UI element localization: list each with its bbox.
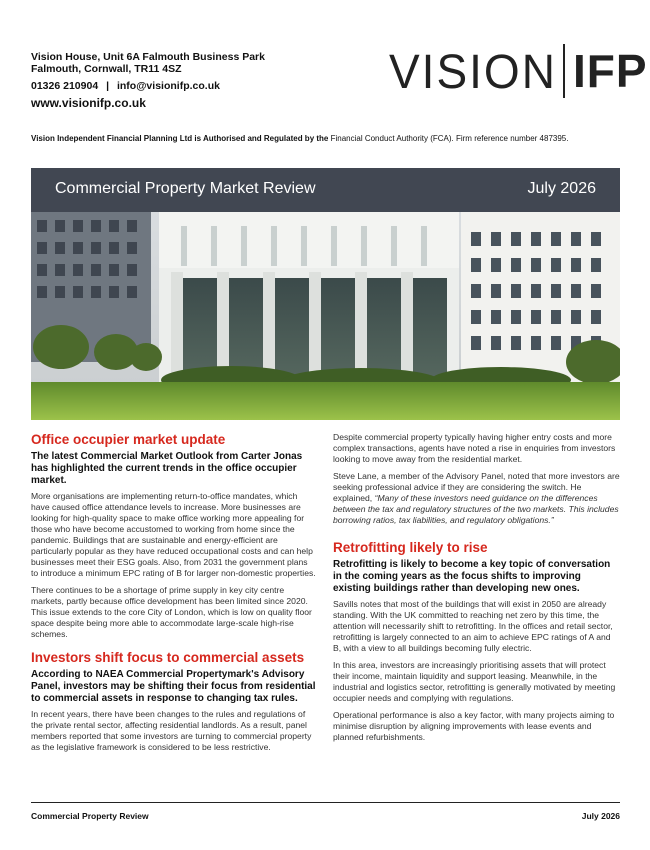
logo-divider [563,44,565,98]
lead-office-update: The latest Commercial Market Outlook from Carter Jonas has highlighted the current trends in the office occupier market. [31,451,303,486]
right-column [333,432,621,743]
heading-office-update: Office occupier market update [31,432,226,447]
quote-lead-in: Steve Lane, a member of the Advisory Panel, noted that more investors are seeking professional advice if they are considering the switch. He explained, [333,471,620,503]
regulatory-normal: Financial Conduct Authority (FCA). Firm reference number 487395. [330,134,569,143]
hero-photo [31,212,620,420]
heading-retrofitting: Retrofitting likely to rise [333,540,488,555]
address-line-1: Vision House, Unit 6A Falmouth Business Park [31,51,265,63]
paragraph-retrofitting-1: Savills notes that most of the buildings that will exist in 2050 are already standing. With the UK committed to reaching net zero by this time, the attention will necessarily shift to retrofitting. In the offices and retail sector, retrofitting is largely connected to an aim to achieve EPC ratings of A and B, with a view to all buildings becoming fully electric. [333,599,613,653]
quote-text: “Many of these investors need guidance on the differences between the tax and regulatory structures of the two markets. This includes borrowing ratios, tax liabilities, and regulatory obligations.” [333,493,619,525]
footer-date: July 2026 [581,811,620,821]
left-column [31,432,317,753]
address-line-2: Falmouth, Cornwall, TR11 4SZ [31,63,182,75]
regulatory-bold: Vision Independent Financial Planning Ltd is Authorised and Regulated by the [31,134,329,143]
paragraph-retrofitting-3: Operational performance is also a key factor, with many projects aiming to minimise disruption by aligning improvements with lease events and planned refurbishments. [333,710,615,742]
paragraph-office-1: More organisations are implementing return-to-office mandates, which have caused office attendance levels to increase. More businesses are looking for high-quality space to make office working more appealing for those who have become accustomed to working from home since the pandemic. Buildings that are sustainable and energy-efficient are particularly popular as they have reduced occupational costs and can help businesses meet their ESG goals. Also, from 2031 the government plans to introduce a minimum EPC rating of B for larger non-domestic properties. [31,491,316,578]
paragraph-office-2: There continues to be a shortage of prime supply in key city centre markets, partly because office development has been limited since 2020. This issue extends to the core City of London, which is low on quality floor space despite being more able to accommodate large-scale high-rise schemes. [31,585,312,639]
website-link[interactable]: www.visionifp.co.uk [31,96,146,110]
lead-retrofitting: Retrofitting is likely to become a key topic of conversation in the coming years as the focus shifts to improving existing buildings rather than developing new ones. [333,559,611,594]
heading-investors-shift: Investors shift focus to commercial assets [31,650,305,665]
footer-divider [31,802,620,803]
lead-investors-shift: According to NAEA Commercial Propertymark's Advisory Panel, investors may be shifting their focus from residential to commercial assets in response to changing tax rules. [31,669,316,704]
logo-text-vision: VISION [389,43,557,99]
company-address [31,51,265,75]
banner-title: Commercial Property Market Review [55,180,316,197]
paragraph-right-intro-2 [333,471,621,526]
logo-text-ifp: IFP [572,45,648,97]
email-link[interactable]: info@visionifp.co.uk [116,80,220,92]
footer-title: Commercial Property Review [31,811,149,821]
company-logo [389,41,648,101]
paragraph-right-intro-1: Despite commercial property typically having higher entry costs and more complex transactions, agents have noted a rise in enquiries from investors looking to move away from the residential market. [333,432,616,464]
paragraph-retrofitting-2: In this area, investors are increasingly prioritising assets that will protect their income, maintain liquidity and support leasing. Meanwhile, in the industrial and logistics sector, retrofitting is generally motivated by meeting occupier needs and complying with regulations. [333,660,616,703]
contact-separator: | [106,80,110,92]
regulatory-statement [31,134,568,143]
title-banner [31,168,620,212]
banner-date: July 2026 [527,180,596,197]
phone-number[interactable]: 01326 210904 [31,80,99,92]
paragraph-investors-1: In recent years, there have been changes to the rules and regulations of the private rental sector, affecting residential landlords. As a result, panel members reported that some investors are turning to commercial property as the legislative framework is considered to be less restrictive. [31,709,312,752]
contact-line [31,80,220,92]
